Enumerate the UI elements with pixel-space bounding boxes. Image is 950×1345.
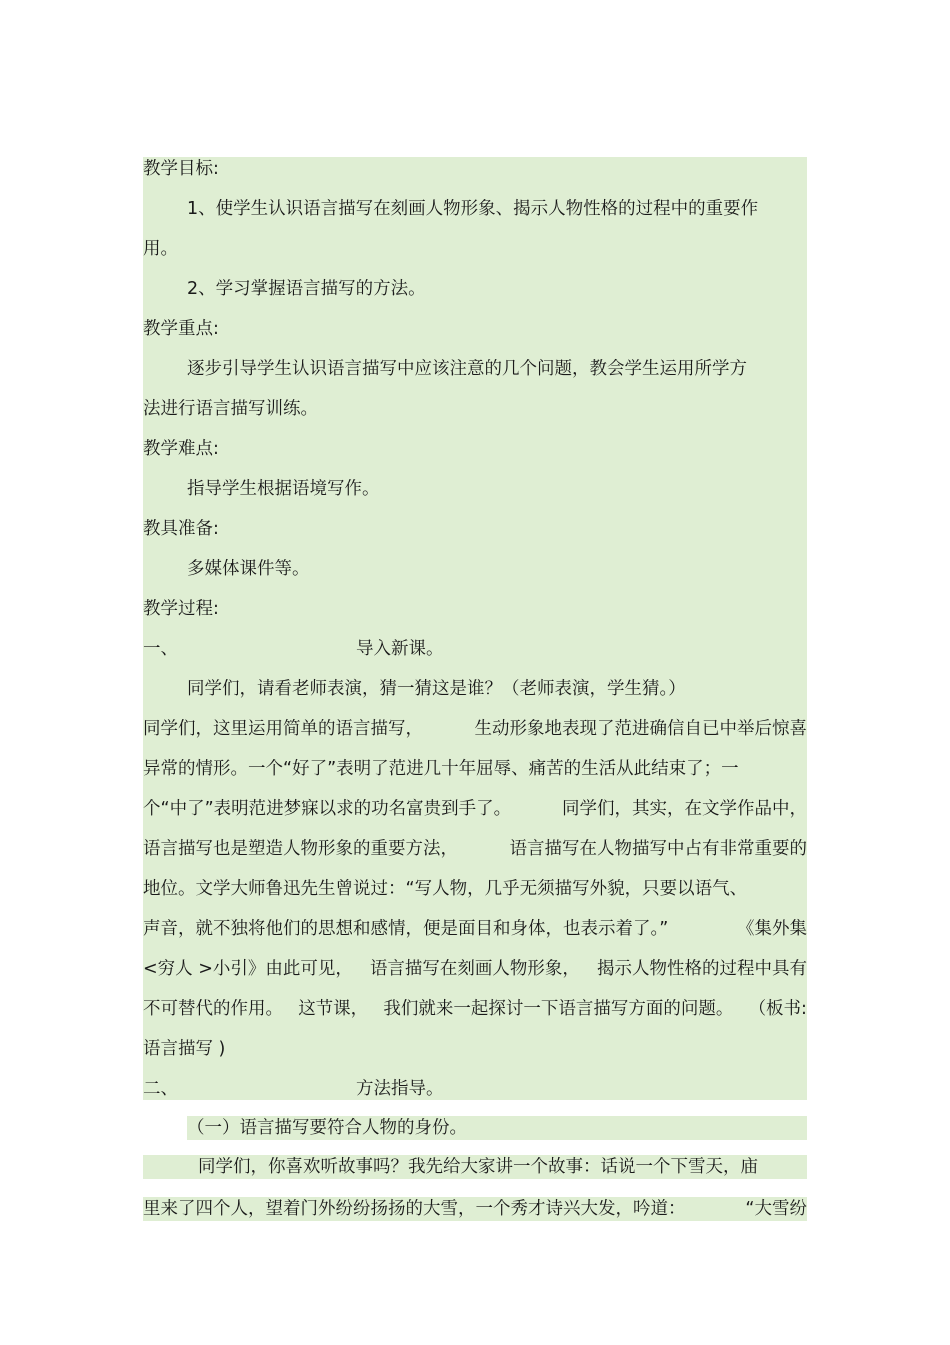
- key-points-text-cont: 法进行语言描写训练。: [143, 399, 318, 419]
- paragraph-segment: 地位。文学大师鲁迅先生曾说过：“写人物，几乎无须描写外貌，只要以语气、: [143, 879, 748, 899]
- paragraph-line: [143, 829, 807, 869]
- intro-line: 同学们，请看老师表演，猜一猜这是谁？（老师表演，学生猜。）: [187, 679, 686, 699]
- paragraph-line: [143, 1029, 807, 1069]
- objectives-heading: 教学目标:: [143, 159, 219, 179]
- paragraph-segment: 个“中了”表明范进梦寐以求的功名富贵到手了。: [143, 799, 512, 819]
- key-points-heading: 教学重点:: [143, 319, 219, 339]
- paragraph-line: [143, 909, 807, 949]
- paragraph-segment: 声音，就不独将他们的思想和感情，便是面目和身体，也表示着了。”: [143, 919, 669, 939]
- section-1-heading: [143, 629, 807, 669]
- paragraph-segment: 异常的情形。一个“好了”表明了范进几十年屈辱、痛苦的生活从此结束了；一: [143, 759, 739, 779]
- paragraph-segment: 不可替代的作用。: [143, 999, 283, 1019]
- story-line: 同学们，你喜欢听故事吗？我先给大家讲一个故事：话说一个下雪天，庙: [198, 1157, 758, 1177]
- section-2-number: 二、: [143, 1079, 178, 1099]
- objective-item-1: 1、使学生认识语言描写在刻画人物形象、揭示人物性格的过程中的重要作: [187, 199, 759, 219]
- paragraph-line: [143, 869, 807, 909]
- difficulties-text: 指导学生根据语境写作。: [187, 479, 380, 499]
- paragraph-line: [143, 949, 807, 989]
- paragraph-line: [143, 789, 807, 829]
- paragraph-segment: 语言描写在人物描写中占有非常重要的: [509, 839, 807, 859]
- paragraph-segment: <穷人 >小引》由此可见，: [143, 959, 353, 979]
- difficulties-heading: 教学难点:: [143, 439, 219, 459]
- tools-heading: 教具准备:: [143, 519, 219, 539]
- paragraph-line: [143, 749, 807, 789]
- subheading-1: （一）语言描写要符合人物的身份。: [187, 1118, 467, 1138]
- section-1-title: 导入新课。: [356, 639, 444, 659]
- key-points-text: 逐步引导学生认识语言描写中应该注意的几个问题，教会学生运用所学方: [187, 359, 747, 379]
- tools-text: 多媒体课件等。: [187, 559, 310, 579]
- paragraph-segment: 语言描写也是塑造人物形象的重要方法，: [143, 839, 458, 859]
- story-line-cont: [143, 1189, 807, 1229]
- paragraph-segment: （板书:: [748, 999, 807, 1019]
- paragraph-segment: 这节课，: [298, 999, 369, 1019]
- story-segment: 里来了四个人，望着门外纷纷扬扬的大雪，一个秀才诗兴大发，吟道：: [143, 1199, 686, 1219]
- section-2-title: 方法指导。: [356, 1079, 444, 1099]
- paragraph-line: [143, 709, 807, 749]
- section-1-number: 一、: [143, 639, 178, 659]
- story-segment: “大雪纷: [745, 1199, 807, 1219]
- objective-item-2: 2、学习掌握语言描写的方法。: [187, 279, 426, 299]
- paragraph-segment: 我们就来一起探讨一下语言描写方面的问题。: [383, 999, 734, 1019]
- paragraph-segment: 语言描写在刻画人物形象，: [369, 959, 580, 979]
- paragraph-segment: 揭示人物性格的过程中具有: [596, 959, 807, 979]
- paragraph-segment: 同学们，这里运用简单的语言描写，: [143, 719, 423, 739]
- paragraph-segment: 同学们，其实，在文学作品中，: [562, 799, 807, 819]
- paragraph-segment: 生动形象地表现了范进确信自已中举后惊喜: [474, 719, 807, 739]
- paragraph-segment: 语言描写 ): [143, 1039, 226, 1059]
- paragraph-line: [143, 989, 807, 1029]
- objective-item-1-cont: 用。: [143, 239, 178, 259]
- section-2-heading: [143, 1069, 807, 1109]
- paragraph-segment: 《集外集: [737, 919, 807, 939]
- process-heading: 教学过程:: [143, 599, 219, 619]
